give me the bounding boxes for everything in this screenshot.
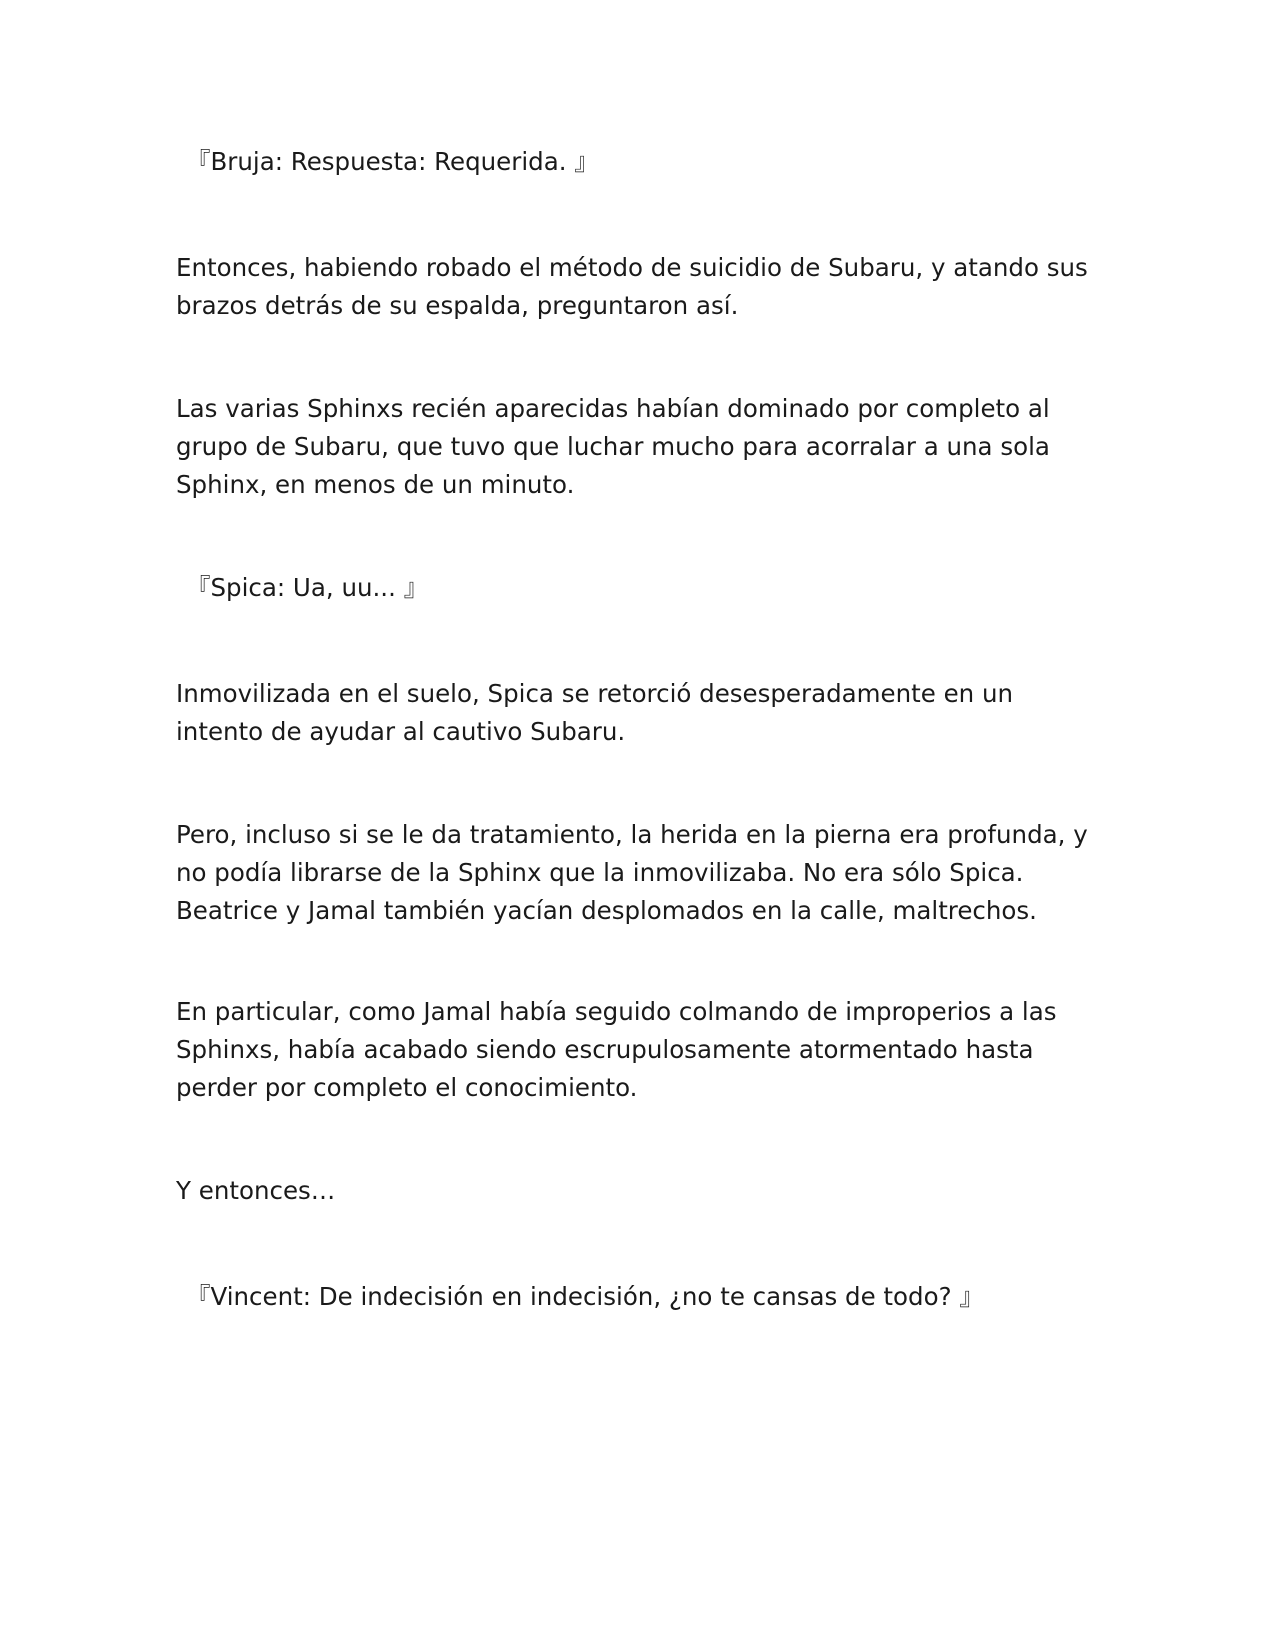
- narration-paragraph-5: En particular, como Jamal había seguido colmando de improperios a las Sphinxs, había acabado siendo escrupulosamente atormentado hasta perder por completo el conocimiento.: [176, 997, 1057, 1102]
- dialogue-line-vincent: 『Vincent: De indecisión en indecisión, ¿no te cansas de todo? 』: [186, 1282, 984, 1311]
- dialogue-line-spica: 『Spica: Ua, uu... 』: [186, 573, 429, 602]
- narration-paragraph-2: Las varias Sphinxs recién aparecidas habían dominado por completo al grupo de Subaru, que tuvo que luchar mucho para acorralar a una sola Sphinx, en menos de un minuto.: [176, 394, 1050, 499]
- narration-paragraph-6: Y entonces…: [176, 1176, 336, 1205]
- dialogue-line-bruja: 『Bruja: Respuesta: Requerida. 』: [186, 147, 599, 176]
- narration-paragraph-4: Pero, incluso si se le da tratamiento, la herida en la pierna era profunda, y no podía librarse de la Sphinx que la inmovilizaba. No era sólo Spica. Beatrice y Jamal también yacían desplomados en la calle, maltrechos.: [176, 820, 1088, 925]
- narration-paragraph-3: Inmovilizada en el suelo, Spica se retorció desesperadamente en un intento de ayudar al cautivo Subaru.: [176, 679, 1014, 746]
- narration-paragraph-1: Entonces, habiendo robado el método de suicidio de Subaru, y atando sus brazos detrás de su espalda, preguntaron así.: [176, 253, 1088, 320]
